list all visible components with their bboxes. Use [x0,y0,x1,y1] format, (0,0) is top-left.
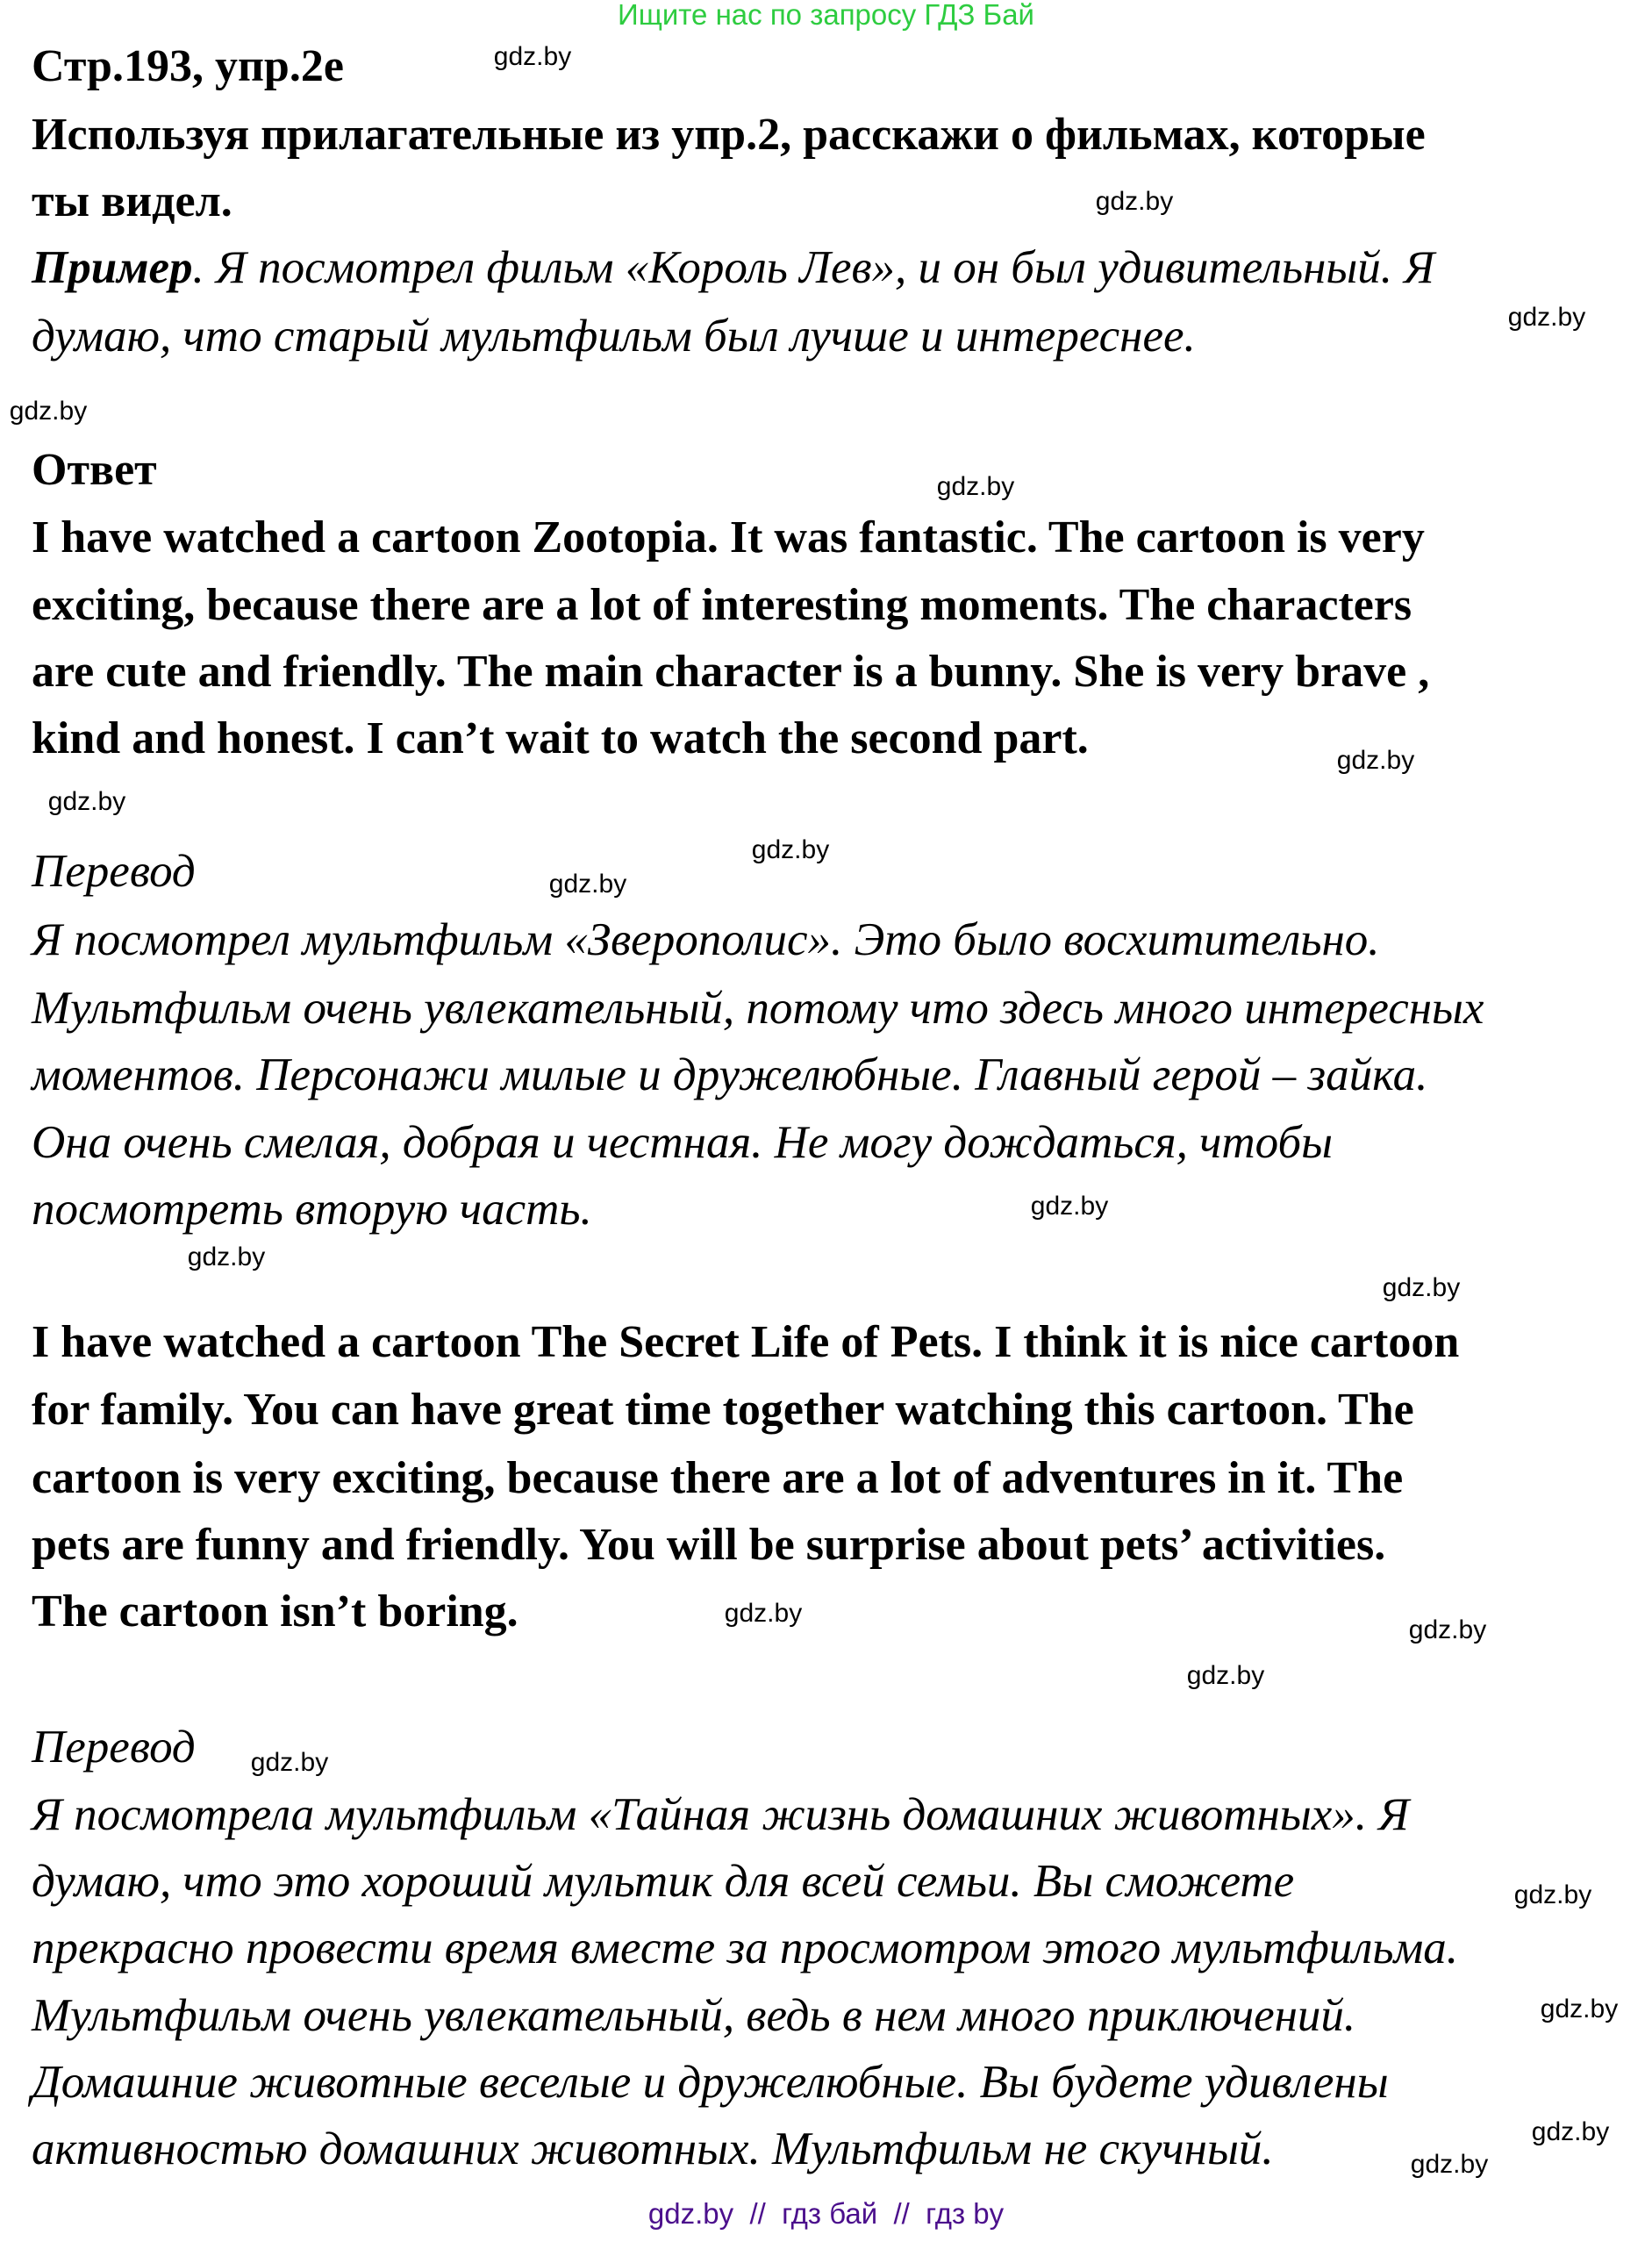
header-search-link[interactable]: Ищите нас по запросу ГДЗ Бай [618,0,1034,31]
watermark: gdz.by [9,397,88,426]
translation2-line: Я посмотрела мультфильм «Тайная жизнь домашних животных». Я [32,1789,1410,1840]
translation-label: Перевод [32,1722,196,1773]
task-line: Используя прилагательные из упр.2, расскажи о фильмах, которые [32,110,1426,160]
example-text: . Я посмотрел фильм «Король Лев», и он был удивительный. Я [192,242,1435,293]
watermark: gdz.by [187,1243,266,1271]
answer1-line: exciting, because there are a lot of interesting moments. The characters [32,580,1412,630]
translation2-line: активностью домашних животных. Мультфильм не скучный. [32,2124,1274,2174]
translation2-line: прекрасно провести время вместе за просмотром этого мультфильма. [32,1923,1459,1973]
watermark: gdz.by [250,1748,329,1777]
answer-label: Ответ [32,445,157,495]
watermark: gdz.by [493,42,572,71]
watermark: gdz.by [936,472,1015,501]
example-label: Пример [32,242,193,293]
watermark: gdz.by [47,787,126,816]
translation2-line: думаю, что это хороший мультик для всей семьи. Вы сможете [32,1856,1295,1907]
translation2-line: Домашние животные веселые и дружелюбные. Вы будете удивлены [32,2057,1389,2108]
example-line [32,234,1434,301]
answer1-line: I have watched a cartoon Zootopia. It was fantastic. The cartoon is very [32,512,1425,562]
translation1-line: Я посмотрел мультфильм «Зверополис». Это было восхитительно. [32,914,1380,965]
watermark: gdz.by [548,870,627,899]
answer2-line: pets are funny and friendly. You will be surprise about pets’ activities. [32,1520,1386,1570]
task-line: ты видел. [32,176,232,226]
translation1-line: посмотреть вторую часть. [32,1184,592,1235]
translation1-line: Мультфильм очень увлекательный, потому что здесь много интересных [32,983,1484,1034]
answer1-line: kind and honest. I can’t wait to watch the second part. [32,713,1089,763]
watermark: gdz.by [751,835,830,864]
watermark: gdz.by [1408,1615,1487,1644]
watermark: gdz.by [1186,1661,1265,1690]
translation1-line: моментов. Персонажи милые и дружелюбные. Главный герой – зайка. [32,1049,1428,1100]
watermark: gdz.by [1095,187,1174,216]
watermark: gdz.by [1507,303,1586,332]
answer2-line: cartoon is very exciting, because there are a lot of adventures in it. The [32,1453,1404,1503]
translation2-line: Мультфильм очень увлекательный, ведь в нем много приключений. [32,1990,1356,2041]
watermark: gdz.by [1382,1273,1461,1302]
watermark: gdz.by [1513,1880,1592,1909]
watermark: gdz.by [1336,746,1415,775]
watermark: gdz.by [1030,1192,1109,1221]
watermark: gdz.by [1540,1995,1619,2023]
answer2-line: for family. You can have great time together watching this cartoon. The [32,1385,1414,1435]
watermark: gdz.by [1410,2150,1489,2179]
answer2-line: I have watched a cartoon The Secret Life of Pets. I think it is nice cartoon [32,1317,1460,1367]
page-title: Стр.193, упр.2е [32,41,344,91]
translation-label: Перевод [32,846,196,897]
answer2-line: The cartoon isn’t boring. [32,1586,518,1637]
translation1-line: Она очень смелая, добрая и честная. Не могу дождаться, чтобы [32,1117,1333,1168]
footer-link[interactable]: gdz.by // гдз бай // гдз by [647,2197,1005,2230]
answer1-line: are cute and friendly. The main character is a bunny. She is very brave , [32,647,1430,697]
watermark: gdz.by [1531,2117,1610,2146]
watermark: gdz.by [724,1599,803,1628]
example-line: думаю, что старый мультфильм был лучше и интереснее. [32,311,1196,362]
